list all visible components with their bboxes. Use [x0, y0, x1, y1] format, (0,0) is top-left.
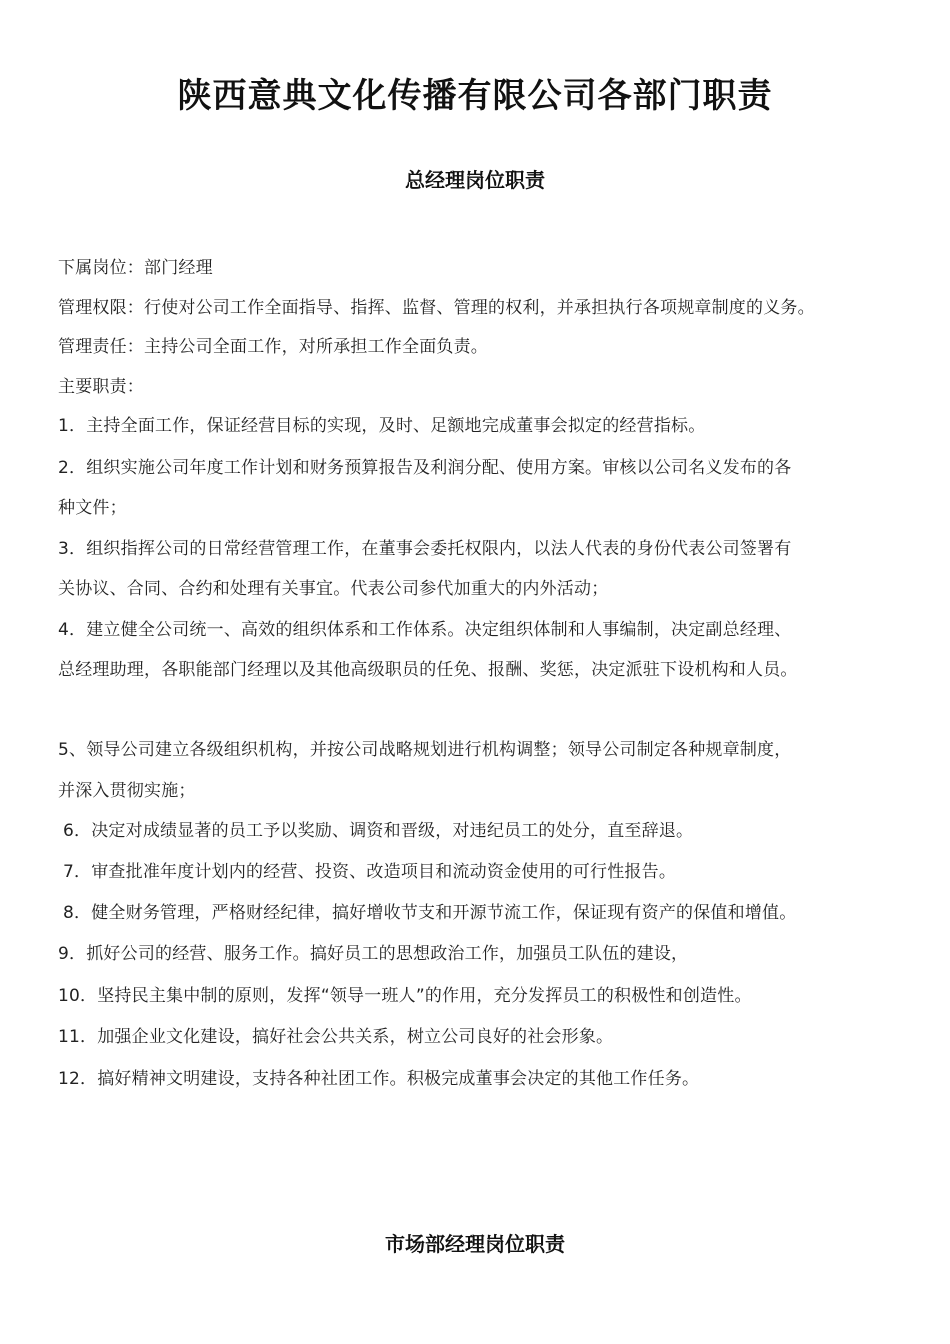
- document-title: 陕西意典文化传播有限公司各部门职责: [177, 76, 773, 116]
- duty-item-2-continued: 种文件；: [58, 498, 127, 518]
- duty-item-4-continued: 总经理助理，各职能部门经理以及其他高级职员的任免、报酬、奖惩，决定派驻下设机构和人员。: [58, 660, 798, 680]
- section-heading-general-manager: 总经理岗位职责: [405, 168, 545, 192]
- duty-item-5-continued: 并深入贯彻实施；: [58, 781, 196, 801]
- duty-item-6: 6．决定对成绩显著的员工予以奖励、调资和晋级，对违纪员工的处分，直至辞退。: [63, 821, 694, 841]
- duty-item-3-continued: 关协议、合同、合约和处理有关事宜。代表公司参代加重大的内外活动；: [58, 579, 609, 599]
- main-duties-label: 主要职责：: [58, 377, 144, 397]
- section-heading-marketing-manager: 市场部经理岗位职责: [385, 1232, 565, 1256]
- subordinate-positions-line: 下属岗位：部门经理: [58, 258, 213, 278]
- duty-item-2: 2．组织实施公司年度工作计划和财务预算报告及利润分配、使用方案。审核以公司名义发布的各: [58, 458, 792, 478]
- duty-item-7: 7．审查批准年度计划内的经营、投资、改造项目和流动资金使用的可行性报告。: [63, 862, 677, 882]
- duty-item-12: 12．搞好精神文明建设，支持各种社团工作。积极完成董事会决定的其他工作任务。: [58, 1069, 700, 1089]
- duty-item-5: 5、领导公司建立各级组织机构，并按公司战略规划进行机构调整；领导公司制定各种规章制度，: [58, 740, 792, 760]
- duty-item-11: 11．加强企业文化建设，搞好社会公共关系，树立公司良好的社会形象。: [58, 1027, 614, 1047]
- duty-item-10: 10．坚持民主集中制的原则，发挥“领导一班人”的作用，充分发挥员工的积极性和创造性。: [58, 986, 752, 1006]
- duty-item-3: 3．组织指挥公司的日常经营管理工作，在董事会委托权限内，以法人代表的身份代表公司签署有: [58, 539, 792, 559]
- duty-item-9: 9．抓好公司的经营、服务工作。搞好员工的思想政治工作，加强员工队伍的建设，: [58, 944, 689, 964]
- duty-item-1: 1．主持全面工作，保证经营目标的实现，及时、足额地完成董事会拟定的经营指标。: [58, 416, 706, 436]
- duty-item-4: 4．建立健全公司统一、高效的组织体系和工作体系。决定组织体制和人事编制，决定副总经理、: [58, 620, 792, 640]
- management-authority-line: 管理权限：行使对公司工作全面指导、指挥、监督、管理的权利，并承担执行各项规章制度的义务。: [58, 298, 815, 318]
- management-responsibility-line: 管理责任：主持公司全面工作，对所承担工作全面负责。: [58, 337, 488, 357]
- duty-item-8: 8．健全财务管理，严格财经纪律，搞好增收节支和开源节流工作，保证现有资产的保值和增值。: [63, 903, 797, 923]
